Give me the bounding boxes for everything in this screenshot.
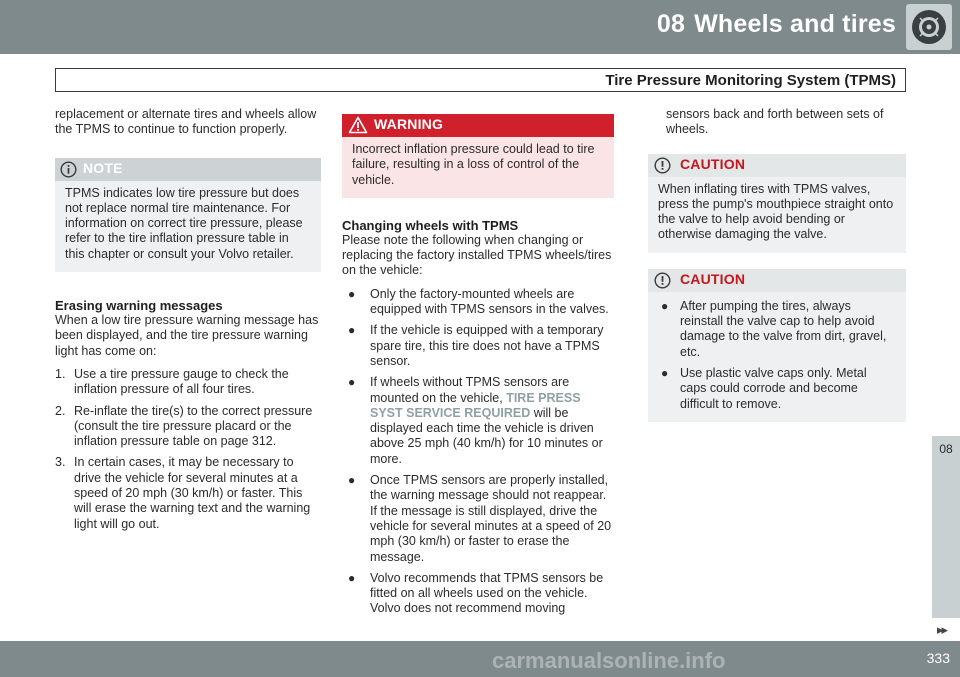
caution-header-2 [648, 269, 906, 292]
changing-wheels-paragraph: Please note the following when changing or replacing the factory installed TPMS wheels/tires on the vehicle: [342, 232, 612, 278]
info-icon [60, 161, 77, 182]
list-item: 3. In certain cases, it may be necessary to drive the vehicle for several minutes at a speed of 20 mph (30 km/h) or faster. This will erase the warning text and the warning light will go out. [55, 455, 311, 531]
note-box [55, 158, 321, 272]
warning-text: Incorrect inflation pressure could lead to tire failure, resulting in a loss of control of the vehicle. [352, 142, 595, 187]
caution-header-1 [648, 154, 906, 177]
list-item: 2. Re-inflate the tire(s) to the correct pressure (consult the tire pressure placard or the inflation pressure table on page 312. [55, 403, 313, 449]
warning-label: WARNING [374, 116, 444, 132]
watermark: carmanualsonline.info [492, 648, 726, 673]
column-1 [55, 107, 321, 538]
side-tab-label: 08 [939, 442, 953, 456]
caution-box-2 [648, 269, 906, 422]
caution-bullets [658, 299, 896, 412]
erasing-heading: Erasing warning messages [55, 298, 223, 314]
warning-triangle-icon [348, 116, 368, 138]
caution-body-2 [648, 292, 906, 422]
section-bar [55, 68, 906, 92]
note-header [55, 158, 321, 181]
chapter-side-tab[interactable] [932, 436, 960, 618]
intro-paragraph: replacement or alternate tires and wheels allow the TPMS to continue to function properly. [55, 107, 317, 137]
list-item: ● If the vehicle is equipped with a temporary spare tire, this tire does not have a TPMS sensor. [348, 323, 604, 368]
chapter-title-text: Wheels and tires [694, 10, 896, 38]
note-text: TPMS indicates low tire pressure but does not replace normal tire maintenance. For information on correct tire pressure, please refer to the tire inflation pressure table in this chapter or consult your Volvo retailer. [65, 185, 303, 261]
column-2 [342, 114, 614, 623]
erasing-paragraph: When a low tire pressure warning message has been displayed, and the tire pressure warning light has come on: [55, 313, 319, 358]
list-item: ● Use plastic valve caps only. Metal caps could corrode and become difficult to remove. [661, 365, 867, 411]
erasing-steps [55, 367, 321, 532]
caution-box-1 [648, 154, 906, 253]
changing-wheels-bullets [342, 287, 614, 617]
footer-band [0, 641, 960, 677]
note-label: NOTE [83, 159, 123, 176]
caution-text-1: When inflating tires with TPMS valves, press the pump's mouthpiece straight onto the valve to help avoid bending or otherwise damaging the valve. [658, 181, 894, 242]
warning-header [342, 114, 614, 137]
list-item: ● If wheels without TPMS sensors are mounted on the vehicle, TIRE PRESS SYST SERVICE REQUIRED will be displayed each time the vehicle is driven above 25 mph (40 km/h) for 10 minutes or more. [348, 375, 603, 466]
list-item: 1. Use a tire pressure gauge to check the inflation pressure of all four tires. [55, 366, 289, 397]
tire-icon [906, 4, 952, 50]
exclamation-circle-icon [654, 157, 671, 178]
list-item: ● Volvo recommends that TPMS sensors be fitted on all wheels used on the vehicle. Volvo does not recommend moving [348, 570, 604, 616]
display-message: TIRE PRESS SYST SERVICE REQUIRED [370, 390, 581, 420]
header-band [0, 0, 960, 54]
changing-wheels-heading: Changing wheels with TPMS [342, 217, 519, 233]
caution-label-1: CAUTION [680, 155, 746, 172]
caution-label-2: CAUTION [680, 270, 746, 287]
page-number: 333 [926, 650, 950, 666]
warning-box [342, 114, 614, 198]
chapter-number: 08 [656, 10, 686, 38]
exclamation-circle-icon [654, 272, 671, 293]
continuation-paragraph: sensors back and forth between sets of wheels. [666, 107, 884, 137]
list-item: ● After pumping the tires, always reinstall the valve cap to help avoid damage to the valve from dirt, gravel, etc. [661, 298, 887, 359]
list-item: ● Once TPMS sensors are properly installed, the warning message should not reappear. If the message is still displayed, drive the vehicle for several minutes at a speed of 20 mph (30 km/h) or faster to erase the message. [348, 473, 612, 564]
section-title: Tire Pressure Monitoring System (TPMS) [605, 72, 896, 89]
column-3 [648, 107, 906, 438]
list-item: ● Only the factory-mounted wheels are equipped with TPMS sensors in the valves. [348, 286, 609, 317]
chapter-title [657, 10, 896, 39]
double-chevron-right-icon[interactable]: ▸▸ [937, 622, 947, 637]
